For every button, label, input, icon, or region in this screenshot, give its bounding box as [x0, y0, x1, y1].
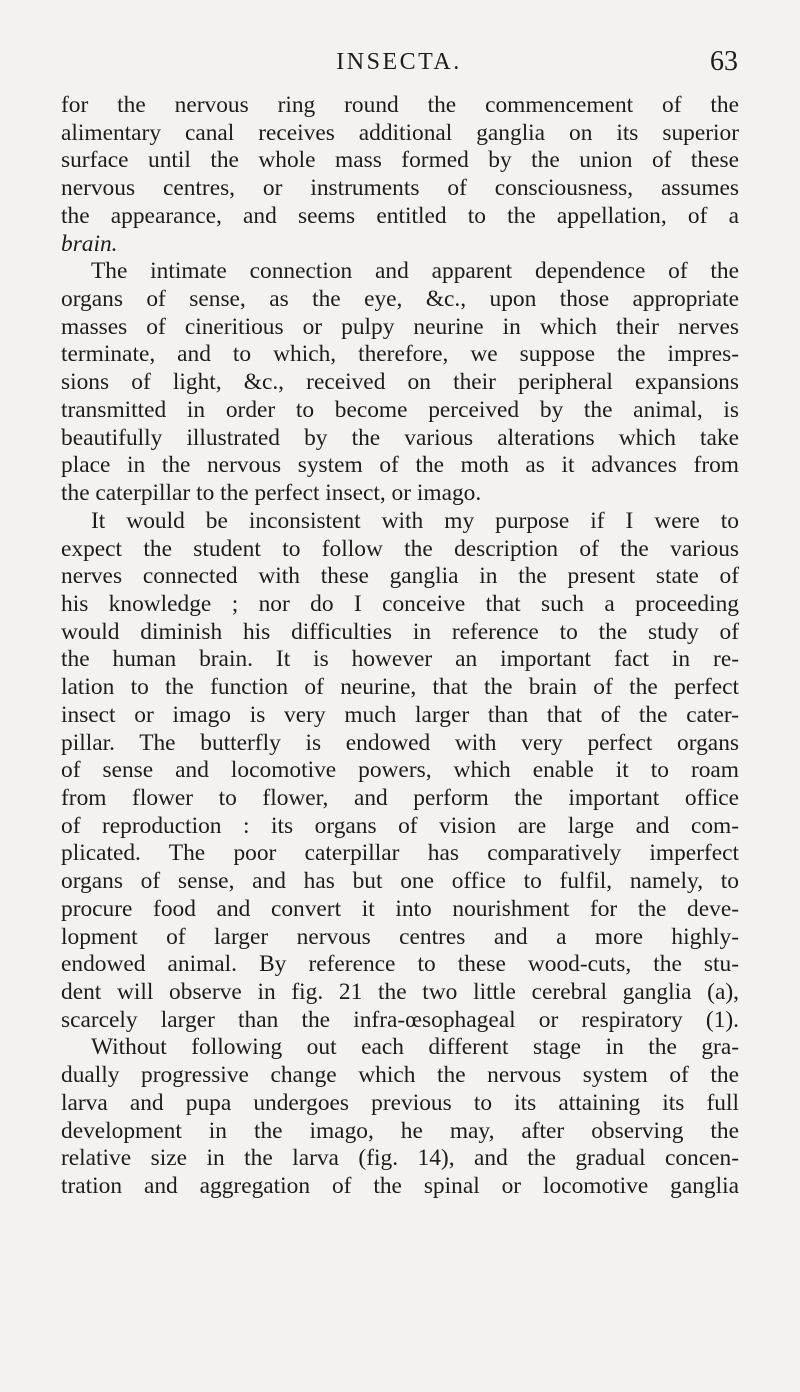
text-line: dually progressive change which the nervous system of the [61, 1062, 739, 1089]
text-line: tration and aggregation of the spinal or locomotive ganglia [61, 1173, 739, 1200]
text-line: from flower to flower, and perform the important office [61, 784, 739, 811]
text-line: procure food and convert it into nourishment for the deve- [61, 895, 739, 922]
text-line: endowed animal. By reference to these wood-cuts, the stu- [61, 951, 739, 978]
text-line: development in the imago, he may, after observing the [61, 1117, 739, 1144]
text-line: pillar. The butterfly is endowed with very perfect organs [61, 729, 739, 756]
text-line: plicated. The poor caterpillar has comparatively imperfect [61, 840, 739, 867]
text-line: nervous centres, or instruments of consciousness, assumes [61, 175, 739, 202]
text-line: larva and pupa undergoes previous to its attaining its full [61, 1089, 739, 1116]
text-line: It would be inconsistent with my purpose if I were to [91, 507, 739, 534]
text-line: relative size in the larva (fig. 14), and the gradual concen- [61, 1145, 739, 1172]
text-line: scarcely larger than the infra-œsophageal or respiratory (1). [61, 1006, 739, 1033]
text-line: alimentary canal receives additional ganglia on its superior [61, 119, 739, 146]
text-line: his knowledge ; nor do I conceive that such a proceeding [61, 590, 739, 617]
text-line: the appearance, and seems entitled to the appellation, of a [61, 202, 739, 229]
text-line: nerves connected with these ganglia in the present state of [61, 563, 739, 590]
body-text [61, 92, 739, 1201]
text-line: organs of sense, as the eye, &c., upon those appropriate [61, 286, 739, 313]
text-line: lopment of larger nervous centres and a more highly- [61, 923, 739, 950]
page-number: 63 [710, 46, 738, 77]
text-line: The intimate connection and apparent dependence of the [91, 258, 739, 285]
text-line: expect the student to follow the description of the various [61, 535, 739, 562]
text-line: for the nervous ring round the commencement of the [61, 92, 739, 118]
text-line: beautifully illustrated by the various alterations which take [61, 424, 739, 451]
text-line: masses of cineritious or pulpy neurine in which their nerves [61, 313, 739, 340]
text-line: terminate, and to which, therefore, we suppose the impres- [61, 341, 739, 368]
text-line-italic-brain: brain. [61, 230, 118, 257]
text-line: would diminish his difficulties in reference to the study of [61, 618, 739, 645]
text-line: the caterpillar to the perfect insect, or imago. [61, 480, 482, 507]
text-line: organs of sense, and has but one office to fulfil, namely, to [61, 868, 739, 895]
text-line: sions of light, &c., received on their peripheral expansions [61, 369, 739, 396]
text-line: surface until the whole mass formed by the union of these [61, 147, 739, 174]
text-line: transmitted in order to become perceived by the animal, is [61, 396, 739, 423]
running-head: INSECTA. [336, 49, 462, 75]
text-line: place in the nervous system of the moth as it advances from [61, 452, 739, 479]
text-line: dent will observe in fig. 21 the two little cerebral ganglia (a), [61, 979, 739, 1005]
text-line: of sense and locomotive powers, which enable it to roam [61, 757, 739, 784]
text-line: the human brain. It is however an important fact in re- [61, 646, 739, 673]
text-line: insect or imago is very much larger than that of the cater- [61, 701, 739, 728]
text-line: Without following out each different stage in the gra- [91, 1034, 739, 1061]
text-line: lation to the function of neurine, that the brain of the perfect [61, 674, 739, 701]
page-header [60, 42, 738, 82]
text-line: of reproduction : its organs of vision are large and com- [61, 812, 739, 839]
